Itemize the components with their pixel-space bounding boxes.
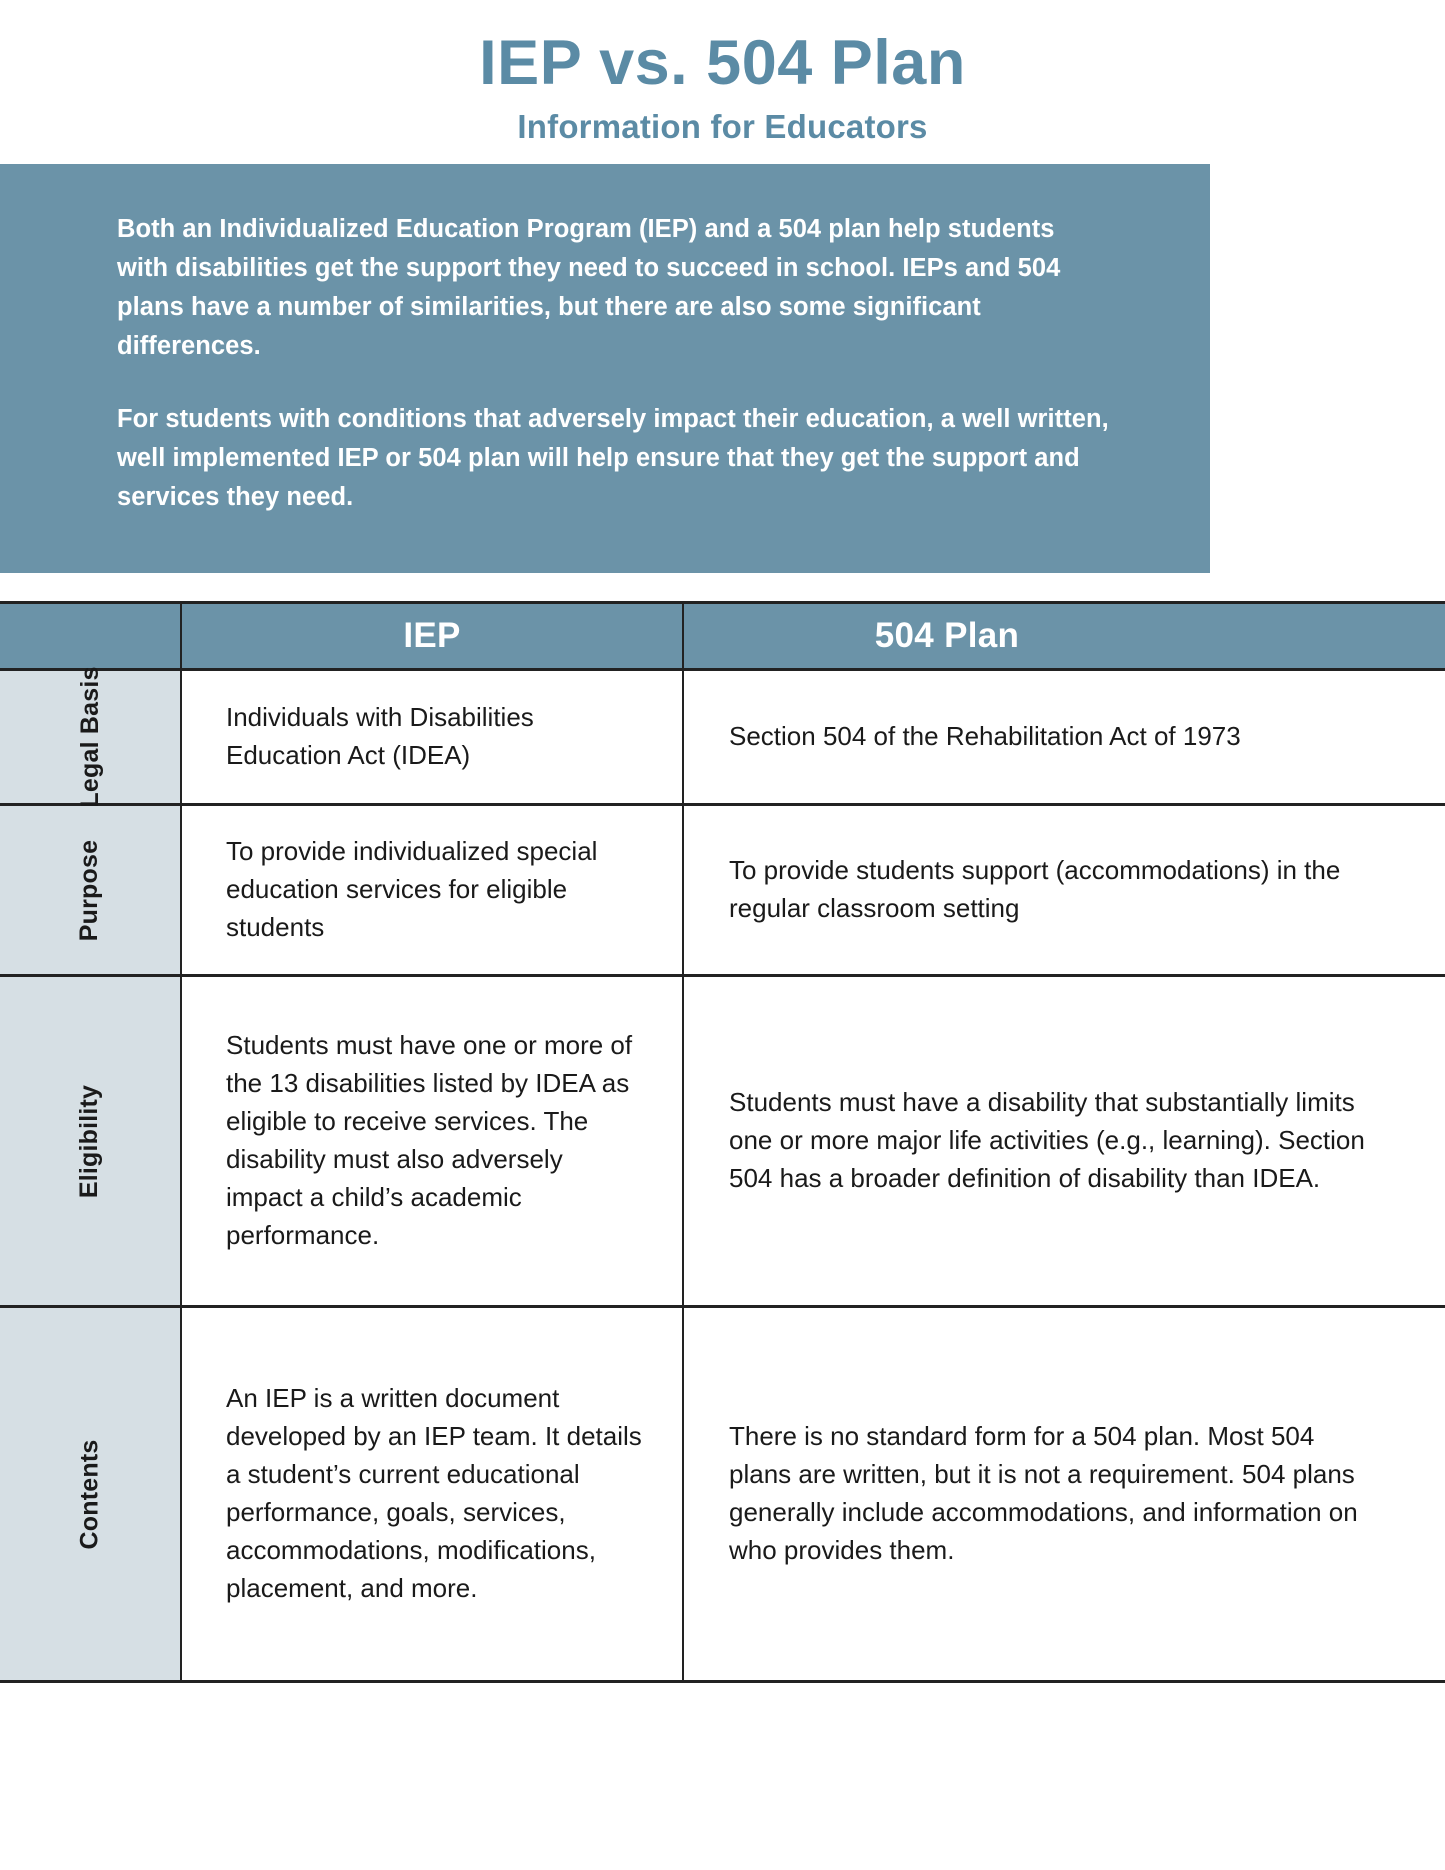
column-header-504-plan-label: 504 Plan [874,616,1020,656]
row-label-legal-basis [0,666,181,808]
intro-paragraph-2: For students with conditions that adversely impact their education, a well written, well implemented IEP or 504 plan will help ensure that they get the support and services they need. [117,405,1109,512]
table-row [0,976,1445,1307]
table-head [0,603,1445,670]
cell-iep-eligibility: Students must have one or more of the 13 disabilities listed by IDEA as eligible to receive services. The disability must also adversely impact a child’s academic performance. [181,976,683,1307]
table-row [0,670,1445,805]
cell-504-purpose: To provide students support (accommodations) in the regular classroom setting [683,805,1445,976]
cell-iep-legal-basis: Individuals with Disabilities Education Act (IDEA) [181,670,683,805]
table-body [0,666,1445,1682]
table-row [0,805,1445,976]
cell-iep-contents: An IEP is a written document developed by an IEP team. It details a student’s current educational performance, goals, services, accommodations, modifications, placement, and more. [181,1307,683,1682]
header-corner-blank [0,603,181,670]
cell-504-eligibility: Students must have a disability that substantially limits one or more major life activities (e.g., learning). Section 504 has a broader definition of disability than IDEA. [683,976,1445,1307]
banner-table-spacer [0,573,1445,601]
column-header-iep: IEP [181,603,683,670]
row-label-eligibility [0,976,181,1307]
table-row [0,1307,1445,1682]
page-title: IEP vs. 504 Plan [479,28,966,98]
cell-504-contents: There is no standard form for a 504 plan. Most 504 plans are written, but it is not a requirement. 504 plans generally include accommodations, and information on who provides them. [683,1307,1445,1682]
cell-iep-purpose: To provide individualized special education services for eligible students [181,805,683,976]
table-header-row [0,603,1445,670]
row-label-eligibility-text: Eligibility [75,1084,104,1198]
comparison-table [0,601,1445,1683]
row-label-contents [0,1307,181,1682]
intro-text-container [0,210,1210,517]
row-label-contents-text: Contents [75,1439,104,1550]
row-label-legal-basis-text: Legal Basis [76,666,104,808]
intro-banner [0,164,1210,573]
intro-paragraph-1: Both an Individualized Education Program (IEP) and a 504 plan help students with disabilities get the support they need to succeed in school. IEPs and 504 plans have a number of similarities, but there are also some significant differences. [117,215,1061,361]
row-label-purpose-text: Purpose [75,839,104,941]
column-header-504-plan [683,603,1445,670]
cell-504-legal-basis: Section 504 of the Rehabilitation Act of 1973 [683,670,1445,805]
title-block [0,0,1445,164]
page-subtitle: Information for Educators [517,108,928,146]
row-label-purpose [0,805,181,976]
